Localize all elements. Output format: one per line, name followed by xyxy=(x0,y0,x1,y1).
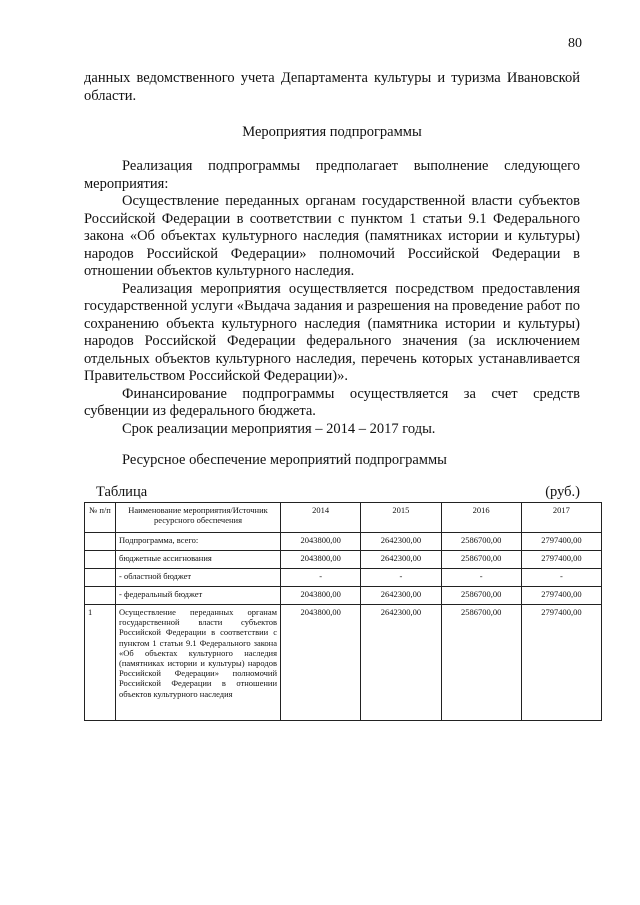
value-2017: 2797400,00 xyxy=(521,605,601,721)
value-2016: 2586700,00 xyxy=(441,587,521,605)
paragraph: Реализация мероприятия осуществляется посредством предоставления государственной услуги «Выдача задания и разрешения на проведение работ по сохранению объекта культурного наследия (памятника истории и культуры) народов Российской Федерации федерального значения (за исключением отдельных объектов культурного наследия, перечень которых устанавливается Правительством Российской Федерации)». xyxy=(84,280,580,384)
value-2015: 2642300,00 xyxy=(361,605,441,721)
row-number xyxy=(85,533,116,551)
value-2016: - xyxy=(441,569,521,587)
table-unit: (руб.) xyxy=(545,484,580,500)
header-cell: Наименование мероприятия/Источник ресурсного обеспечения xyxy=(116,503,281,533)
row-number xyxy=(85,551,116,569)
table-row xyxy=(85,605,602,721)
paragraph: Реализация подпрограммы предполагает выполнение следующего мероприятия: xyxy=(84,158,580,192)
value-2016: 2586700,00 xyxy=(441,551,521,569)
header-cell: 2015 xyxy=(361,503,441,533)
header-cell: № п/п xyxy=(85,503,116,533)
value-2015: 2642300,00 xyxy=(361,587,441,605)
resource-heading: Ресурсное обеспечение мероприятий подпрограммы xyxy=(122,452,447,468)
paragraph-text: данных ведомственного учета Департамента культуры и туризма Ивановской области. xyxy=(84,70,580,104)
value-2017: 2797400,00 xyxy=(521,551,601,569)
paragraph: Срок реализации мероприятия – 2014 – 2017 годы. xyxy=(122,420,436,437)
row-number xyxy=(85,569,116,587)
value-2015: 2642300,00 xyxy=(361,533,441,551)
value-2014: 2043800,00 xyxy=(281,533,361,551)
row-number xyxy=(85,587,116,605)
table-row xyxy=(85,551,602,569)
table-row xyxy=(85,587,602,605)
section-body xyxy=(84,158,580,438)
row-number: 1 xyxy=(85,605,116,721)
table-label: Таблица xyxy=(96,484,148,500)
header-cell: 2014 xyxy=(281,503,361,533)
value-2014: - xyxy=(281,569,361,587)
value-2014: 2043800,00 xyxy=(281,551,361,569)
row-name: - федеральный бюджет xyxy=(116,587,281,605)
table-row xyxy=(85,569,602,587)
paragraph-continued xyxy=(84,70,580,105)
value-2014: 2043800,00 xyxy=(281,587,361,605)
row-name: Осуществление переданных органам государственной власти субъектов Российской Федерации в соответствии с пунктом 1 статьи 9.1 Федерального закона «Об объектах культурного наследия (памятниках истории и культуры) народов Российской Федерации» полномочий Российской Федерации в отношении объектов культурного наследия xyxy=(116,605,281,721)
table-header-row xyxy=(85,503,602,533)
value-2017: - xyxy=(521,569,601,587)
row-name: Подпрограмма, всего: xyxy=(116,533,281,551)
value-2015: 2642300,00 xyxy=(361,551,441,569)
header-cell: 2017 xyxy=(521,503,601,533)
page-number: 80 xyxy=(568,36,582,51)
value-2016: 2586700,00 xyxy=(441,533,521,551)
row-name: бюджетные ассигнования xyxy=(116,551,281,569)
paragraph: Финансирование подпрограммы осуществляется за счет средств субвенции из федерального бюджета. xyxy=(84,385,580,419)
value-2015: - xyxy=(361,569,441,587)
resource-table xyxy=(84,502,602,721)
value-2017: 2797400,00 xyxy=(521,587,601,605)
table-row xyxy=(85,533,602,551)
row-name: - областной бюджет xyxy=(116,569,281,587)
value-2014: 2043800,00 xyxy=(281,605,361,721)
section-heading: Мероприятия подпрограммы xyxy=(242,124,422,140)
paragraph: Осуществление переданных органам государственной власти субъектов Российской Федерации в соответствии с пунктом 1 статьи 9.1 Федерального закона «Об объектах культурного наследия (памятниках истории и культуры) народов Российской Федерации» полномочий Российской Федерации в отношении объектов культурного наследия. xyxy=(84,193,580,279)
header-cell: 2016 xyxy=(441,503,521,533)
value-2016: 2586700,00 xyxy=(441,605,521,721)
value-2017: 2797400,00 xyxy=(521,533,601,551)
